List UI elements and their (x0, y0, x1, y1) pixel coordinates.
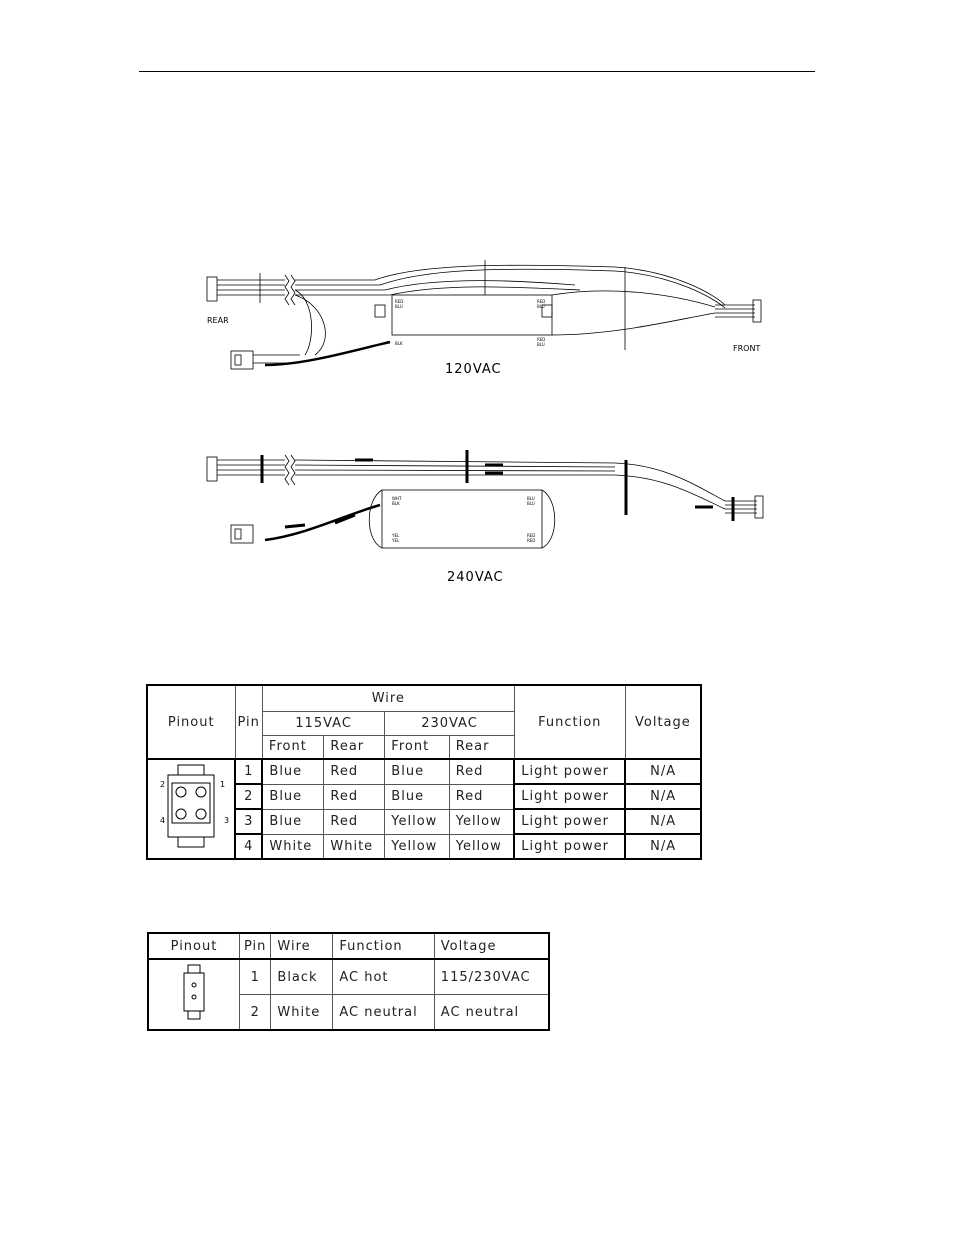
wire-front-230: Blue (385, 759, 449, 784)
header-wire: Wire (271, 933, 333, 959)
voltage-cell: N/A (625, 809, 701, 834)
voltage-cell: N/A (625, 784, 701, 809)
ac-plug-120 (231, 351, 253, 369)
header-function: Function (333, 933, 434, 959)
header-voltage: Voltage (625, 685, 701, 759)
module-pin-label: BLK (395, 341, 403, 346)
ac-connector-pinout-table (147, 932, 550, 1031)
header-rear-230: Rear (449, 735, 514, 759)
module-pin-label: BLU (527, 501, 535, 506)
transformer-module-120 (392, 295, 552, 335)
pin-cell: 3 (235, 809, 262, 834)
light-connector-pinout-table (146, 684, 702, 860)
module-pin-label: BLU (527, 496, 535, 501)
header-function: Function (514, 685, 625, 759)
voltage-label-120vac: 120VAC (445, 362, 502, 377)
rear-connector (207, 277, 217, 301)
module-pin-label: RED (527, 538, 536, 543)
connector-pin-number: 2 (160, 780, 167, 789)
four-pin-connector-icon (148, 761, 234, 853)
wire-rear-115: Red (324, 809, 385, 834)
function-cell: Light power (514, 759, 625, 784)
header-pin: Pin (235, 685, 262, 759)
header-pinout: Pinout (148, 933, 240, 959)
header-rule (139, 71, 815, 72)
wire-front-115: Blue (262, 759, 323, 784)
wire-rear-115: White (324, 834, 385, 859)
wire-front-115: White (262, 834, 323, 859)
module-pin-label: BLK (392, 501, 400, 506)
header-voltage: Voltage (434, 933, 549, 959)
ac-plug-240 (231, 525, 253, 543)
wire-front-230: Yellow (385, 834, 449, 859)
pin-cell: 2 (235, 784, 262, 809)
wire-rear-230: Yellow (449, 834, 514, 859)
header-front-230: Front (385, 735, 449, 759)
function-cell: Light power (514, 784, 625, 809)
header-115vac: 115VAC (262, 711, 384, 735)
function-cell: Light power (514, 809, 625, 834)
module-pin-label: RED (537, 337, 546, 342)
wire-front-230: Yellow (385, 809, 449, 834)
wire-front-115: Blue (262, 784, 323, 809)
harness-diagram-120vac (195, 255, 775, 385)
module-pin-label: BLU (395, 304, 403, 309)
module-pin-label: YEL (392, 533, 400, 538)
header-wire: Wire (262, 685, 514, 711)
front-label: FRONT (733, 344, 761, 353)
header-230vac: 230VAC (385, 711, 514, 735)
wire-cell: White (271, 995, 333, 1031)
voltage-label-240vac: 240VAC (447, 570, 504, 585)
pin-cell: 4 (235, 834, 262, 859)
module-pin-label: RED (537, 299, 546, 304)
header-front-115: Front (262, 735, 323, 759)
module-pin-label: BLU (537, 304, 545, 309)
module-pin-label: BLU (537, 342, 545, 347)
wire-rear-115: Red (324, 784, 385, 809)
module-pin-label: RED (395, 299, 404, 304)
front-connector (755, 496, 763, 518)
header-pinout: Pinout (147, 685, 235, 759)
connector-pin-number: 3 (224, 816, 231, 825)
module-pin-label: WHT (392, 496, 402, 501)
function-cell: AC hot (333, 959, 434, 995)
rear-connector (207, 457, 217, 481)
voltage-cell: N/A (625, 759, 701, 784)
module-pin-label: YEL (392, 538, 400, 543)
voltage-cell: AC neutral (434, 995, 549, 1031)
wire-rear-230: Yellow (449, 809, 514, 834)
wire-cell: Black (271, 959, 333, 995)
pin-cell: 1 (235, 759, 262, 784)
function-cell: AC neutral (333, 995, 434, 1031)
connector-pin-number: 1 (220, 780, 227, 789)
wire-rear-115: Red (324, 759, 385, 784)
pinout-cell (148, 959, 240, 1030)
voltage-cell: N/A (625, 834, 701, 859)
two-pin-connector-icon (179, 961, 209, 1025)
transformer-module-240 (382, 490, 542, 548)
pin-cell: 2 (240, 995, 271, 1031)
header-pin: Pin (240, 933, 271, 959)
harness-diagram-240vac (195, 445, 775, 585)
front-connector (753, 300, 761, 322)
pin-cell: 1 (240, 959, 271, 995)
wire-rear-230: Red (449, 759, 514, 784)
wire-front-115: Blue (262, 809, 323, 834)
connector-pin-number: 4 (160, 816, 167, 825)
header-rear-115: Rear (324, 735, 385, 759)
wire-front-230: Blue (385, 784, 449, 809)
module-pin-label: RED (527, 533, 536, 538)
voltage-cell: 115/230VAC (434, 959, 549, 995)
pinout-cell (147, 759, 235, 859)
rear-label: REAR (207, 316, 229, 325)
function-cell: Light power (514, 834, 625, 859)
wire-rear-230: Red (449, 784, 514, 809)
